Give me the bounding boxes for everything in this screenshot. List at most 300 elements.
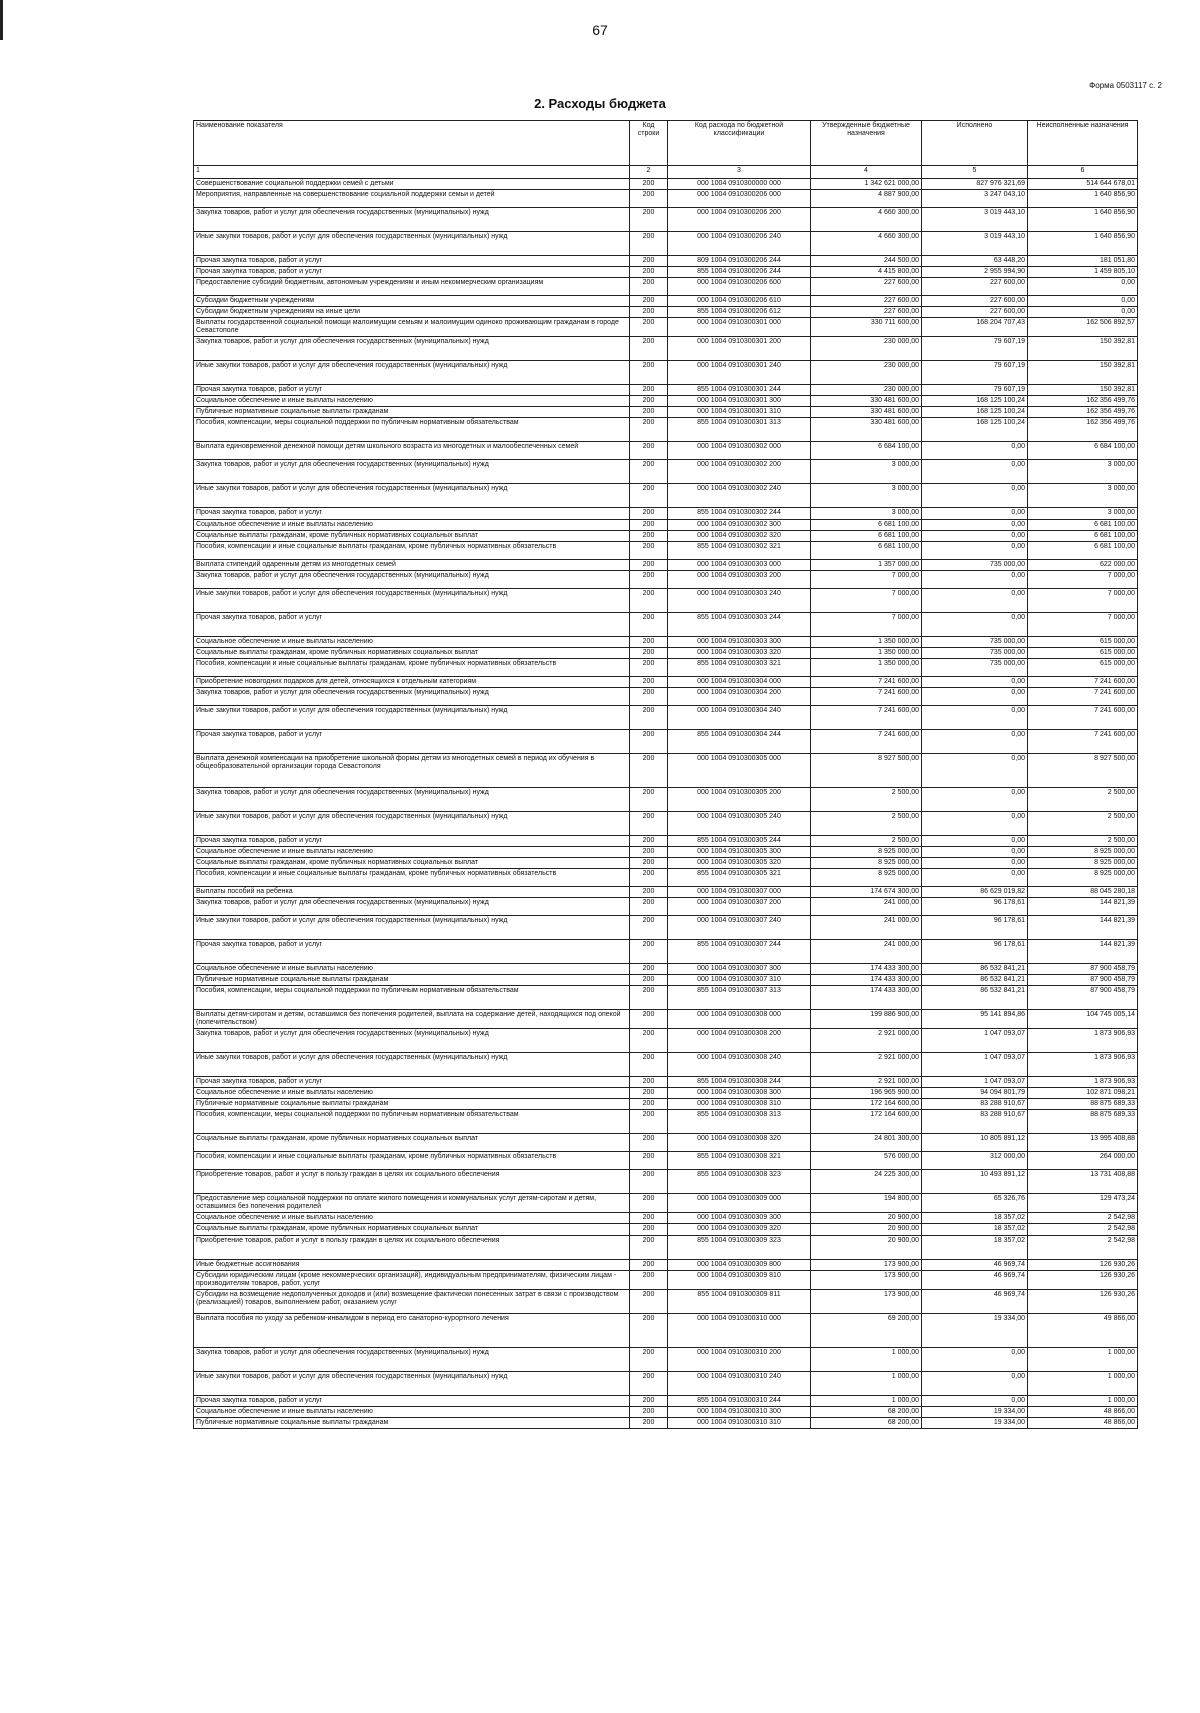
table-row — [194, 396, 1138, 407]
cell-executed: 3 247 043,10 — [922, 190, 1028, 208]
cell-line-code: 200 — [630, 963, 668, 974]
cell-indicator-name: Социальные выплаты гражданам, кроме публичных нормативных социальных выплат — [194, 857, 630, 868]
table-row — [194, 519, 1138, 530]
cell-unexecuted: 0,00 — [1028, 296, 1138, 307]
cell-unexecuted: 3 000,00 — [1028, 484, 1138, 508]
table-row — [194, 1110, 1138, 1134]
cell-indicator-name: Иные закупки товаров, работ и услуг для обеспечения государственных (муниципальных) нужд — [194, 915, 630, 939]
cell-classification-code: 000 1004 0910300303 320 — [668, 647, 811, 658]
cell-approved: 227 600,00 — [811, 296, 922, 307]
cell-unexecuted: 102 871 098,21 — [1028, 1088, 1138, 1099]
cell-indicator-name: Социальные выплаты гражданам, кроме публичных нормативных социальных выплат — [194, 1224, 630, 1235]
cell-line-code: 200 — [630, 484, 668, 508]
table-row — [194, 1010, 1138, 1029]
cell-classification-code: 855 1004 0910300305 244 — [668, 835, 811, 846]
table-row — [194, 1347, 1138, 1371]
cell-approved: 1 350 000,00 — [811, 658, 922, 676]
cell-line-code: 200 — [630, 1134, 668, 1152]
cell-executed: 63 448,20 — [922, 256, 1028, 267]
cell-indicator-name: Пособия, компенсации, меры социальной поддержки по публичным нормативным обязательствам — [194, 418, 630, 442]
cell-line-code: 200 — [630, 208, 668, 232]
cell-unexecuted: 162 356 499,76 — [1028, 418, 1138, 442]
cell-unexecuted: 162 356 499,76 — [1028, 396, 1138, 407]
table-row — [194, 541, 1138, 559]
cell-approved: 3 000,00 — [811, 508, 922, 519]
cell-classification-code: 000 1004 0910300310 310 — [668, 1417, 811, 1428]
cell-classification-code: 855 1004 0910300308 323 — [668, 1170, 811, 1194]
cell-unexecuted: 126 930,26 — [1028, 1270, 1138, 1289]
cell-indicator-name: Закупка товаров, работ и услуг для обеспечения государственных (муниципальных) нужд — [194, 570, 630, 588]
cell-executed: 0,00 — [922, 676, 1028, 687]
cell-unexecuted: 162 356 499,76 — [1028, 407, 1138, 418]
cell-unexecuted: 1 873 906,93 — [1028, 1077, 1138, 1088]
cell-indicator-name: Публичные нормативные социальные выплаты гражданам — [194, 1099, 630, 1110]
table-row — [194, 190, 1138, 208]
cell-approved: 1 000,00 — [811, 1395, 922, 1406]
cell-approved: 227 600,00 — [811, 307, 922, 318]
cell-unexecuted: 49 866,00 — [1028, 1313, 1138, 1347]
cell-classification-code: 855 1004 0910300307 244 — [668, 939, 811, 963]
cell-line-code: 200 — [630, 1289, 668, 1313]
cell-executed: 96 178,61 — [922, 897, 1028, 915]
cell-approved: 173 900,00 — [811, 1270, 922, 1289]
cell-unexecuted: 2 500,00 — [1028, 787, 1138, 811]
cell-executed: 735 000,00 — [922, 658, 1028, 676]
table-row — [194, 278, 1138, 296]
table-row — [194, 570, 1138, 588]
table-row — [194, 975, 1138, 986]
cell-indicator-name: Прочая закупка товаров, работ и услуг — [194, 612, 630, 636]
cell-executed: 735 000,00 — [922, 636, 1028, 647]
cell-indicator-name: Социальные выплаты гражданам, кроме публичных нормативных социальных выплат — [194, 530, 630, 541]
cell-executed: 0,00 — [922, 541, 1028, 559]
table-row — [194, 647, 1138, 658]
cell-classification-code: 855 1004 0910300301 244 — [668, 385, 811, 396]
cell-approved: 24 225 300,00 — [811, 1170, 922, 1194]
cell-line-code: 200 — [630, 846, 668, 857]
cell-approved: 3 000,00 — [811, 460, 922, 484]
header-unexecuted: Неисполненные назначения — [1028, 121, 1138, 166]
cell-indicator-name: Прочая закупка товаров, работ и услуг — [194, 385, 630, 396]
expenditure-table — [193, 120, 1138, 1429]
cell-line-code: 200 — [630, 570, 668, 588]
cell-unexecuted: 126 930,26 — [1028, 1259, 1138, 1270]
cell-classification-code: 000 1004 0910300304 240 — [668, 705, 811, 729]
cell-classification-code: 000 1004 0910300303 000 — [668, 559, 811, 570]
table-row — [194, 418, 1138, 442]
table-row — [194, 337, 1138, 361]
cell-executed: 0,00 — [922, 811, 1028, 835]
table-row — [194, 1053, 1138, 1077]
cell-indicator-name: Иные закупки товаров, работ и услуг для обеспечения государственных (муниципальных) нужд — [194, 1371, 630, 1395]
cell-executed: 1 047 093,07 — [922, 1077, 1028, 1088]
cell-approved: 2 500,00 — [811, 835, 922, 846]
cell-classification-code: 000 1004 0910300301 000 — [668, 318, 811, 337]
cell-line-code: 200 — [630, 1029, 668, 1053]
cell-indicator-name: Социальное обеспечение и иные выплаты населению — [194, 636, 630, 647]
cell-executed: 0,00 — [922, 570, 1028, 588]
cell-executed: 0,00 — [922, 1347, 1028, 1371]
cell-indicator-name: Социальное обеспечение и иные выплаты населению — [194, 519, 630, 530]
table-row — [194, 1194, 1138, 1213]
cell-unexecuted: 87 900 458,79 — [1028, 975, 1138, 986]
table-row — [194, 232, 1138, 256]
cell-classification-code: 000 1004 0910300307 000 — [668, 886, 811, 897]
cell-approved: 1 000,00 — [811, 1347, 922, 1371]
cell-line-code: 200 — [630, 897, 668, 915]
cell-executed: 46 969,74 — [922, 1289, 1028, 1313]
cell-line-code: 200 — [630, 179, 668, 190]
table-row — [194, 636, 1138, 647]
table-row — [194, 361, 1138, 385]
cell-executed: 0,00 — [922, 442, 1028, 460]
cell-line-code: 200 — [630, 442, 668, 460]
cell-unexecuted: 150 392,81 — [1028, 361, 1138, 385]
cell-line-code: 200 — [630, 361, 668, 385]
table-row — [194, 1134, 1138, 1152]
cell-line-code: 200 — [630, 588, 668, 612]
cell-indicator-name: Субсидии на возмещение недополученных доходов и (или) возмещение фактически понесенных затрат в связи с производством (реализацией) товаров, выполнением работ, оказанием услуг — [194, 1289, 630, 1313]
cell-line-code: 200 — [630, 296, 668, 307]
cell-line-code: 200 — [630, 278, 668, 296]
cell-classification-code: 855 1004 0910300302 321 — [668, 541, 811, 559]
cell-executed: 168 125 100,24 — [922, 418, 1028, 442]
cell-approved: 227 600,00 — [811, 278, 922, 296]
form-label: Форма 0503117 с. 2 — [1089, 81, 1162, 90]
cell-executed: 0,00 — [922, 519, 1028, 530]
cell-line-code: 200 — [630, 658, 668, 676]
cell-indicator-name: Иные закупки товаров, работ и услуг для обеспечения государственных (муниципальных) нужд — [194, 484, 630, 508]
cell-line-code: 200 — [630, 418, 668, 442]
cell-line-code: 200 — [630, 407, 668, 418]
table-row — [194, 1313, 1138, 1347]
cell-approved: 7 000,00 — [811, 588, 922, 612]
cell-classification-code: 000 1004 0910300305 320 — [668, 857, 811, 868]
table-row — [194, 1259, 1138, 1270]
cell-line-code: 200 — [630, 541, 668, 559]
cell-unexecuted: 87 900 458,79 — [1028, 963, 1138, 974]
cell-indicator-name: Выплаты государственной социальной помощи малоимущим семьям и малоимущим одиноко проживающим гражданам в городе Севастополе — [194, 318, 630, 337]
cell-line-code: 200 — [630, 975, 668, 986]
header-classification-code: Код расхода по бюджетной классификации — [668, 121, 811, 166]
cell-approved: 7 000,00 — [811, 612, 922, 636]
table-row — [194, 886, 1138, 897]
cell-line-code: 200 — [630, 1053, 668, 1077]
cell-classification-code: 000 1004 0910300309 810 — [668, 1270, 811, 1289]
cell-approved: 6 684 100,00 — [811, 442, 922, 460]
table-row — [194, 385, 1138, 396]
table-row — [194, 508, 1138, 519]
cell-line-code: 200 — [630, 753, 668, 787]
cell-indicator-name: Совершенствование социальной поддержки семей с детьми — [194, 179, 630, 190]
cell-approved: 174 433 300,00 — [811, 963, 922, 974]
cell-indicator-name: Закупка товаров, работ и услуг для обеспечения государственных (муниципальных) нужд — [194, 1029, 630, 1053]
cell-executed: 0,00 — [922, 588, 1028, 612]
cell-indicator-name: Прочая закупка товаров, работ и услуг — [194, 1395, 630, 1406]
cell-approved: 2 921 000,00 — [811, 1053, 922, 1077]
cell-unexecuted: 1 640 856,90 — [1028, 208, 1138, 232]
cell-unexecuted: 7 241 600,00 — [1028, 687, 1138, 705]
cell-approved: 20 900,00 — [811, 1224, 922, 1235]
cell-approved: 173 900,00 — [811, 1289, 922, 1313]
cell-approved: 230 000,00 — [811, 361, 922, 385]
table-row — [194, 1235, 1138, 1259]
cell-executed: 1 047 093,07 — [922, 1053, 1028, 1077]
cell-approved: 244 500,00 — [811, 256, 922, 267]
cell-classification-code: 855 1004 0910300309 323 — [668, 1235, 811, 1259]
table-row — [194, 857, 1138, 868]
column-number: 1 — [194, 166, 630, 179]
cell-classification-code: 855 1004 0910300309 811 — [668, 1289, 811, 1313]
cell-indicator-name: Пособия, компенсации и иные социальные выплаты гражданам, кроме публичных нормативных обязательств — [194, 868, 630, 886]
cell-indicator-name: Приобретение товаров, работ и услуг в пользу граждан в целях их социального обеспечения — [194, 1235, 630, 1259]
cell-indicator-name: Выплата пособия по уходу за ребенком-инвалидом в период его санаторно-курортного лечения — [194, 1313, 630, 1347]
cell-unexecuted: 622 000,00 — [1028, 559, 1138, 570]
cell-classification-code: 000 1004 0910300206 200 — [668, 208, 811, 232]
cell-line-code: 200 — [630, 1077, 668, 1088]
cell-approved: 1 350 000,00 — [811, 636, 922, 647]
cell-executed: 86 629 019,82 — [922, 886, 1028, 897]
cell-unexecuted: 615 000,00 — [1028, 636, 1138, 647]
table-row — [194, 1371, 1138, 1395]
cell-classification-code: 000 1004 0910300303 200 — [668, 570, 811, 588]
cell-approved: 174 433 300,00 — [811, 986, 922, 1010]
cell-classification-code: 000 1004 0910300303 300 — [668, 636, 811, 647]
column-number: 4 — [811, 166, 922, 179]
table-row — [194, 1213, 1138, 1224]
cell-classification-code: 000 1004 0910300309 800 — [668, 1259, 811, 1270]
cell-approved: 330 481 600,00 — [811, 396, 922, 407]
cell-unexecuted: 8 925 000,00 — [1028, 846, 1138, 857]
table-row — [194, 846, 1138, 857]
table-row — [194, 897, 1138, 915]
cell-indicator-name: Закупка товаров, работ и услуг для обеспечения государственных (муниципальных) нужд — [194, 897, 630, 915]
cell-unexecuted: 104 745 005,14 — [1028, 1010, 1138, 1029]
cell-indicator-name: Социальное обеспечение и иные выплаты населению — [194, 846, 630, 857]
column-number: 6 — [1028, 166, 1138, 179]
cell-indicator-name: Закупка товаров, работ и услуг для обеспечения государственных (муниципальных) нужд — [194, 337, 630, 361]
cell-executed: 86 532 841,21 — [922, 975, 1028, 986]
cell-indicator-name: Социальные выплаты гражданам, кроме публичных нормативных социальных выплат — [194, 647, 630, 658]
cell-approved: 8 925 000,00 — [811, 857, 922, 868]
table-row — [194, 530, 1138, 541]
cell-executed: 0,00 — [922, 530, 1028, 541]
cell-classification-code: 000 1004 0910300304 000 — [668, 676, 811, 687]
table-row — [194, 296, 1138, 307]
cell-indicator-name: Предоставление мер социальной поддержки по оплате жилого помещения и коммунальных услуг детям-сиротам и детям, оставшимся без попечения родителей — [194, 1194, 630, 1213]
table-row — [194, 1029, 1138, 1053]
cell-unexecuted: 48 866,00 — [1028, 1417, 1138, 1428]
cell-unexecuted: 162 506 892,57 — [1028, 318, 1138, 337]
cell-unexecuted: 514 644 678,01 — [1028, 179, 1138, 190]
table-row — [194, 1099, 1138, 1110]
cell-executed: 18 357,02 — [922, 1224, 1028, 1235]
cell-approved: 241 000,00 — [811, 915, 922, 939]
cell-line-code: 200 — [630, 1088, 668, 1099]
table-row — [194, 484, 1138, 508]
cell-indicator-name: Прочая закупка товаров, работ и услуг — [194, 267, 630, 278]
cell-indicator-name: Иные закупки товаров, работ и услуг для обеспечения государственных (муниципальных) нужд — [194, 588, 630, 612]
cell-approved: 330 711 600,00 — [811, 318, 922, 337]
table-row — [194, 1270, 1138, 1289]
cell-executed: 227 600,00 — [922, 296, 1028, 307]
cell-executed: 83 288 910,67 — [922, 1110, 1028, 1134]
cell-unexecuted: 7 000,00 — [1028, 612, 1138, 636]
cell-line-code: 200 — [630, 1313, 668, 1347]
cell-approved: 173 900,00 — [811, 1259, 922, 1270]
table-row — [194, 1170, 1138, 1194]
cell-unexecuted: 8 925 000,00 — [1028, 857, 1138, 868]
cell-approved: 6 681 100,00 — [811, 519, 922, 530]
cell-executed: 95 141 894,86 — [922, 1010, 1028, 1029]
table-row — [194, 963, 1138, 974]
cell-approved: 174 433 300,00 — [811, 975, 922, 986]
cell-line-code: 200 — [630, 1406, 668, 1417]
cell-classification-code: 000 1004 0910300310 240 — [668, 1371, 811, 1395]
table-row — [194, 658, 1138, 676]
cell-approved: 20 900,00 — [811, 1235, 922, 1259]
cell-indicator-name: Пособия, компенсации и иные социальные выплаты гражданам, кроме публичных нормативных обязательств — [194, 541, 630, 559]
cell-classification-code: 000 1004 0910300305 300 — [668, 846, 811, 857]
cell-executed: 0,00 — [922, 612, 1028, 636]
cell-executed: 46 969,74 — [922, 1270, 1028, 1289]
cell-classification-code: 000 1004 0910300301 310 — [668, 407, 811, 418]
cell-classification-code: 000 1004 0910300302 000 — [668, 442, 811, 460]
column-number: 5 — [922, 166, 1028, 179]
cell-approved: 6 681 100,00 — [811, 541, 922, 559]
cell-line-code: 200 — [630, 1395, 668, 1406]
cell-approved: 2 921 000,00 — [811, 1029, 922, 1053]
cell-executed: 79 607,19 — [922, 337, 1028, 361]
table-row — [194, 939, 1138, 963]
table-row — [194, 787, 1138, 811]
cell-indicator-name: Иные бюджетные ассигнования — [194, 1259, 630, 1270]
cell-approved: 8 925 000,00 — [811, 846, 922, 857]
cell-line-code: 200 — [630, 835, 668, 846]
cell-indicator-name: Социальное обеспечение и иные выплаты населению — [194, 963, 630, 974]
table-row — [194, 729, 1138, 753]
cell-approved: 7 241 600,00 — [811, 729, 922, 753]
cell-approved: 6 681 100,00 — [811, 530, 922, 541]
cell-line-code: 200 — [630, 519, 668, 530]
cell-approved: 3 000,00 — [811, 484, 922, 508]
cell-executed: 96 178,61 — [922, 939, 1028, 963]
cell-executed: 19 334,00 — [922, 1406, 1028, 1417]
cell-unexecuted: 1 000,00 — [1028, 1371, 1138, 1395]
table-row — [194, 811, 1138, 835]
cell-approved: 2 500,00 — [811, 811, 922, 835]
cell-approved: 199 886 900,00 — [811, 1010, 922, 1029]
cell-unexecuted: 144 821,39 — [1028, 939, 1138, 963]
cell-classification-code: 000 1004 0910300309 300 — [668, 1213, 811, 1224]
cell-executed: 46 969,74 — [922, 1259, 1028, 1270]
cell-classification-code: 000 1004 0910300000 000 — [668, 179, 811, 190]
cell-line-code: 200 — [630, 1259, 668, 1270]
cell-approved: 7 241 600,00 — [811, 705, 922, 729]
cell-unexecuted: 8 925 000,00 — [1028, 868, 1138, 886]
cell-line-code: 200 — [630, 636, 668, 647]
table-row — [194, 753, 1138, 787]
cell-approved: 20 900,00 — [811, 1213, 922, 1224]
cell-executed: 83 288 910,67 — [922, 1099, 1028, 1110]
cell-indicator-name: Выплата единовременной денежной помощи детям школьного возраста из многодетных и малообеспеченных семей — [194, 442, 630, 460]
cell-indicator-name: Приобретение товаров, работ и услуг в пользу граждан в целях их социального обеспечения — [194, 1170, 630, 1194]
cell-line-code: 200 — [630, 1010, 668, 1029]
cell-line-code: 200 — [630, 1152, 668, 1170]
cell-classification-code: 000 1004 0910300302 320 — [668, 530, 811, 541]
table-row — [194, 307, 1138, 318]
cell-line-code: 200 — [630, 915, 668, 939]
cell-line-code: 200 — [630, 811, 668, 835]
cell-classification-code: 855 1004 0910300301 313 — [668, 418, 811, 442]
cell-classification-code: 855 1004 0910300302 244 — [668, 508, 811, 519]
cell-unexecuted: 7 241 600,00 — [1028, 676, 1138, 687]
cell-indicator-name: Субсидии бюджетным учреждениям на иные цели — [194, 307, 630, 318]
cell-unexecuted: 7 000,00 — [1028, 588, 1138, 612]
cell-unexecuted: 264 000,00 — [1028, 1152, 1138, 1170]
cell-unexecuted: 144 821,39 — [1028, 915, 1138, 939]
cell-indicator-name: Публичные нормативные социальные выплаты гражданам — [194, 407, 630, 418]
cell-approved: 172 164 600,00 — [811, 1110, 922, 1134]
table-row — [194, 1088, 1138, 1099]
cell-classification-code: 000 1004 0910300206 240 — [668, 232, 811, 256]
cell-unexecuted: 3 000,00 — [1028, 460, 1138, 484]
table-row — [194, 460, 1138, 484]
cell-classification-code: 000 1004 0910300305 240 — [668, 811, 811, 835]
cell-classification-code: 000 1004 0910300308 310 — [668, 1099, 811, 1110]
cell-executed: 0,00 — [922, 846, 1028, 857]
cell-approved: 7 241 600,00 — [811, 687, 922, 705]
cell-executed: 19 334,00 — [922, 1417, 1028, 1428]
cell-executed: 0,00 — [922, 1371, 1028, 1395]
cell-indicator-name: Социальное обеспечение и иные выплаты населению — [194, 396, 630, 407]
cell-executed: 227 600,00 — [922, 278, 1028, 296]
cell-classification-code: 000 1004 0910300308 300 — [668, 1088, 811, 1099]
cell-approved: 194 800,00 — [811, 1194, 922, 1213]
cell-line-code: 200 — [630, 986, 668, 1010]
cell-unexecuted: 88 875 689,33 — [1028, 1099, 1138, 1110]
column-number: 2 — [630, 166, 668, 179]
cell-indicator-name: Выплаты пособий на ребенка — [194, 886, 630, 897]
cell-line-code: 200 — [630, 1347, 668, 1371]
cell-unexecuted: 2 500,00 — [1028, 811, 1138, 835]
cell-unexecuted: 2 542,98 — [1028, 1235, 1138, 1259]
cell-indicator-name: Прочая закупка товаров, работ и услуг — [194, 835, 630, 846]
cell-classification-code: 000 1004 0910300309 000 — [668, 1194, 811, 1213]
table-header-row — [194, 121, 1138, 166]
cell-indicator-name: Социальное обеспечение и иные выплаты населению — [194, 1088, 630, 1099]
cell-executed: 86 532 841,21 — [922, 963, 1028, 974]
cell-unexecuted: 150 392,81 — [1028, 385, 1138, 396]
cell-indicator-name: Субсидии юридическим лицам (кроме некоммерческих организаций), индивидуальным предпринимателям, физическим лицам - производителям товаров, работ, услуг — [194, 1270, 630, 1289]
table-row — [194, 256, 1138, 267]
cell-indicator-name: Иные закупки товаров, работ и услуг для обеспечения государственных (муниципальных) нужд — [194, 705, 630, 729]
cell-indicator-name: Закупка товаров, работ и услуг для обеспечения государственных (муниципальных) нужд — [194, 460, 630, 484]
cell-indicator-name: Закупка товаров, работ и услуг для обеспечения государственных (муниципальных) нужд — [194, 787, 630, 811]
cell-unexecuted: 6 681 100,00 — [1028, 541, 1138, 559]
cell-unexecuted: 0,00 — [1028, 307, 1138, 318]
cell-indicator-name: Закупка товаров, работ и услуг для обеспечения государственных (муниципальных) нужд — [194, 1347, 630, 1371]
cell-approved: 174 674 300,00 — [811, 886, 922, 897]
cell-classification-code: 000 1004 0910300301 200 — [668, 337, 811, 361]
cell-line-code: 200 — [630, 1371, 668, 1395]
cell-unexecuted: 48 866,00 — [1028, 1406, 1138, 1417]
table-row — [194, 1417, 1138, 1428]
cell-approved: 330 481 600,00 — [811, 407, 922, 418]
cell-classification-code: 000 1004 0910300307 310 — [668, 975, 811, 986]
cell-unexecuted: 2 500,00 — [1028, 835, 1138, 846]
cell-classification-code: 855 1004 0910300308 244 — [668, 1077, 811, 1088]
